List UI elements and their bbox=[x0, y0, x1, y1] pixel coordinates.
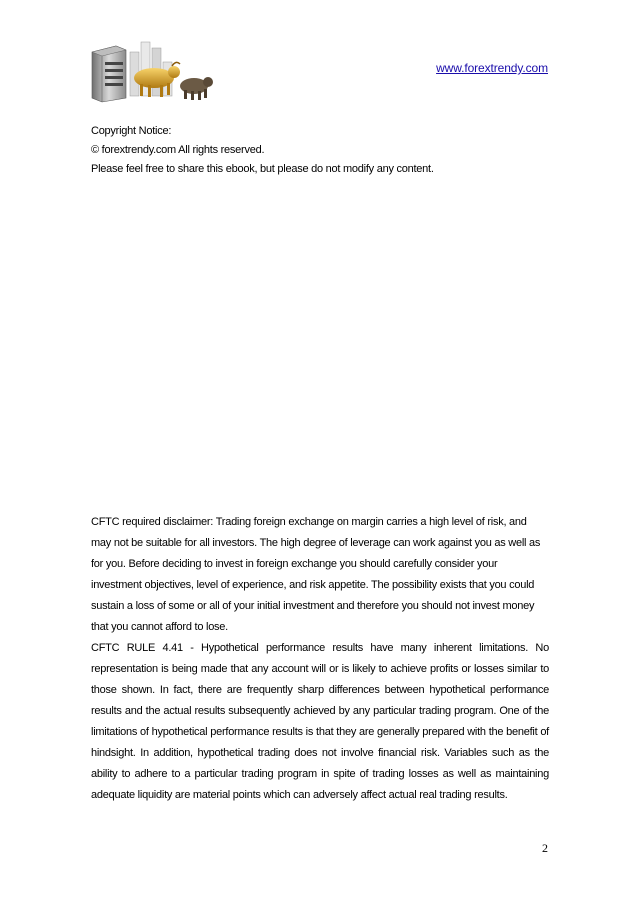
bull-and-bear-logo-icon bbox=[88, 38, 220, 104]
copyright-share-note: Please feel free to share this ebook, but please do not modify any content. bbox=[91, 163, 434, 175]
page-number: 2 bbox=[542, 841, 548, 855]
copyright-heading: Copyright Notice: bbox=[91, 125, 172, 137]
website-link[interactable]: www.forextrendy.com bbox=[436, 61, 548, 75]
disclaimer-section bbox=[91, 512, 549, 806]
copyright-notice bbox=[91, 122, 549, 179]
copyright-rights: © forextrendy.com All rights reserved. bbox=[91, 144, 265, 156]
cftc-rule-disclaimer: CFTC RULE 4.41 - Hypothetical performance results have many inherent limitations. No representation is being made that any account will or is likely to achieve profits or losses similar to those shown. In fact, there are frequently sharp differences between hypothetical performance results and the actual results subsequently achieved by any particular trading program. One of the limitations of hypothetical performance results is that they are generally prepared with the benefit of hindsight. In addition, hypothetical trading does not involve financial risk. Variables such as the ability to adhere to a particular trading program in spite of trading losses as well as maintaining adequate liquidity are material points which can adversely affect actual real trading results. bbox=[91, 642, 549, 801]
cftc-required-disclaimer: CFTC required disclaimer: Trading foreign exchange on margin carries a high level of risk, and may not be suitable for all investors. The high degree of leverage can work against you as well as for you. Before deciding to invest in foreign exchange you should carefully consider your investment objectives, level of experience, and risk appetite. The possibility exists that you could sustain a loss of some or all of your initial investment and therefore you should not invest money that you cannot afford to lose. bbox=[91, 516, 541, 633]
